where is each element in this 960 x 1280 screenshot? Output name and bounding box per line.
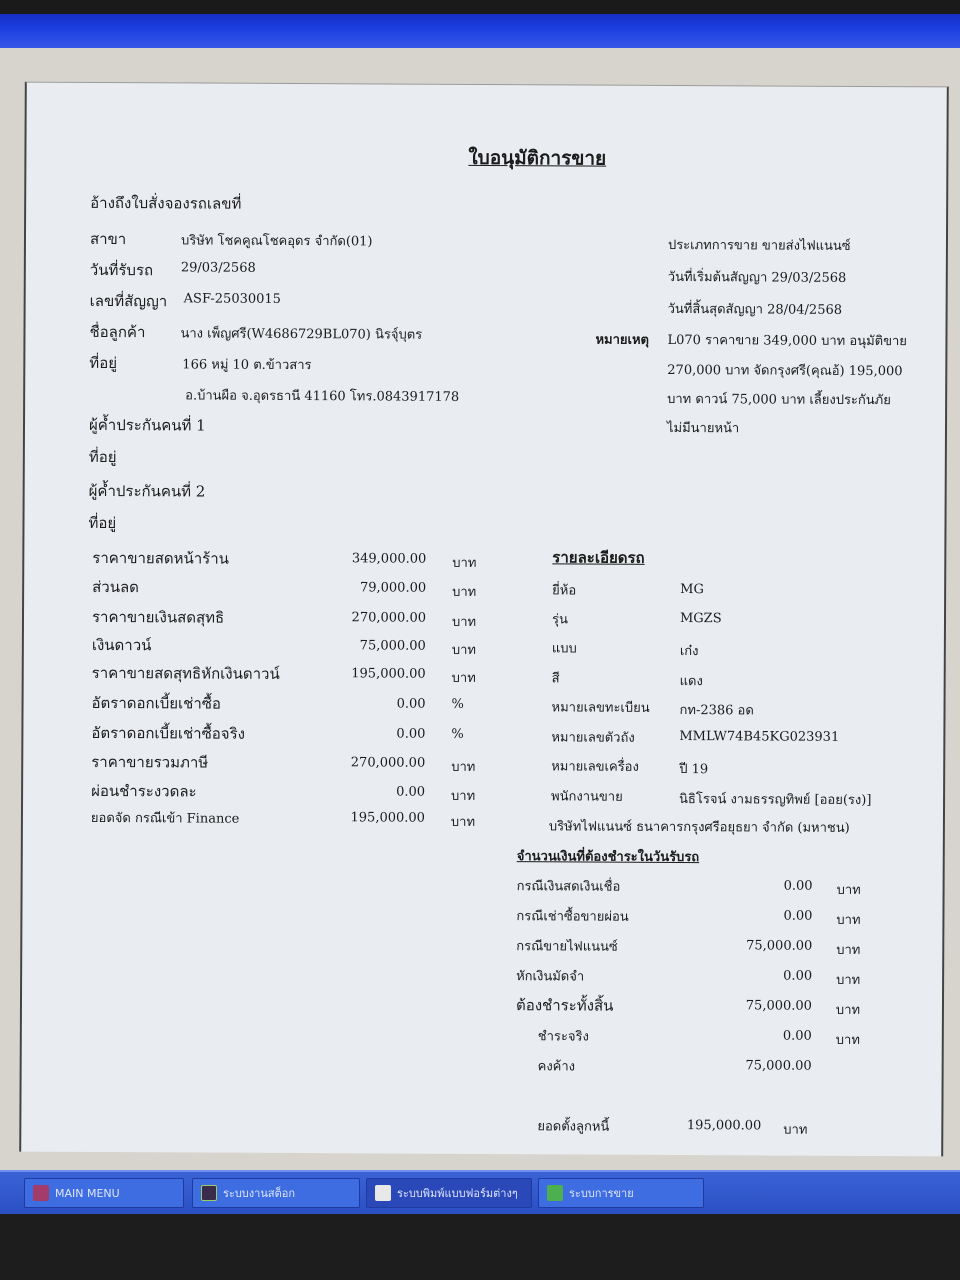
price-row-amount: 0.00: [396, 784, 426, 800]
price-row-label: ราคาขายเงินสดสุทธิ: [91, 607, 225, 627]
note-line-4: ไม่มีนายหน้า: [666, 420, 740, 437]
payment-row-label: หักเงินมัดจำ: [516, 969, 585, 985]
payment-row-amount: 0.00: [782, 1028, 812, 1044]
payment-row-amount: 0.00: [783, 908, 813, 924]
car-detail-label: หมายเลขตัวถัง: [551, 730, 635, 746]
payment-row-label: กรณีเช่าซื้อขายผ่อน: [516, 909, 629, 925]
sales-icon: [547, 1185, 563, 1201]
stock-icon: [201, 1185, 217, 1201]
price-row-unit: %: [451, 726, 464, 742]
car-detail-value: ปี 19: [679, 762, 709, 778]
taskbar-item-label: MAIN MENU: [55, 1186, 120, 1200]
taskbar-item-print-forms[interactable]: [366, 1178, 532, 1208]
car-detail-label: แบบ: [551, 641, 577, 657]
price-row-amount: 0.00: [396, 696, 426, 712]
price-row-amount: 270,000.00: [350, 755, 426, 771]
payment-row-amount: 0.00: [783, 968, 813, 984]
price-row-amount: 79,000.00: [359, 580, 427, 596]
car-detail-label: พนักงานขาย: [551, 789, 623, 805]
receive-date-value: 29/03/2568: [180, 260, 256, 276]
price-row-amount: 0.00: [396, 726, 426, 742]
guarantor-2-address-label: ที่อยู่: [88, 513, 117, 533]
note-label: หมายเหตุ: [595, 332, 650, 348]
page-title: ใบอนุมัติการขาย: [468, 146, 607, 170]
customer-name-value: นาง เพ็ญศรี(W4686729BL070) นิรจุ์บุตร: [180, 326, 423, 343]
taskbar-item-label: ระบบงานสต็อก: [223, 1187, 295, 1200]
debtor-total-amount: 195,000.00: [686, 1118, 762, 1134]
taskbar-item-main-menu[interactable]: [24, 1178, 184, 1208]
taskbar-item-stock[interactable]: [192, 1178, 360, 1208]
price-row-label: อัตราดอกเบี้ยเช่าซื้อ: [91, 693, 222, 713]
price-row-unit: บาท: [451, 670, 476, 686]
price-row-label: เงินดาวน์: [91, 635, 152, 655]
payment-row-unit: บาท: [835, 1032, 860, 1048]
payment-row-unit: บาท: [836, 942, 861, 958]
taskbar-item-label: ระบบพิมพ์แบบฟอร์มต่างๆ: [397, 1187, 518, 1200]
app-icon: [33, 1185, 49, 1201]
car-details-heading: รายละเอียดรถ: [552, 548, 645, 567]
price-row-label: ราคาขายรวมภาษี: [91, 752, 209, 772]
note-line-1: L070 ราคาขาย 349,000 บาท อนุมัติขาย: [667, 332, 907, 350]
car-detail-label: สี: [551, 671, 560, 687]
price-row-unit: %: [451, 696, 464, 712]
branch-value: บริษัท โชคคูณโชคอุดร จำกัด(01): [180, 233, 373, 250]
price-row-amount: 270,000.00: [351, 610, 427, 626]
car-detail-label: รุ่น: [551, 612, 568, 628]
price-row-amount: 75,000.00: [359, 638, 426, 654]
payment-row-unit: บาท: [835, 1002, 861, 1018]
contract-end-date: วันที่สิ้นสุดสัญญา 28/04/2568: [667, 301, 843, 318]
reference-label: อ้างถึงใบสั่งจองรถเลขที่: [90, 193, 242, 213]
contract-no-label: เลขที่สัญญา: [89, 291, 168, 311]
car-detail-value: เก๋ง: [679, 644, 699, 660]
car-detail-label: หมายเลขทะเบียน: [551, 700, 650, 716]
address-line-1: 166 หมู่ 10 ต.ข้าวสาร: [182, 357, 312, 374]
car-detail-label: หมายเลขเครื่อง: [551, 759, 639, 775]
payment-row-label: ต้องชำระทั้งสิ้น: [515, 996, 614, 1015]
payment-row-amount: 0.00: [783, 878, 813, 894]
price-row-unit: บาท: [451, 788, 476, 804]
price-row-unit: บาท: [451, 759, 476, 775]
note-line-3: บาท ดาวน์ 75,000 บาท เลี้ยงประกันภัย: [667, 391, 891, 409]
taskbar-item-label: ระบบการขาย: [569, 1187, 634, 1200]
payment-row-amount: 75,000.00: [746, 938, 813, 954]
print-form-icon: [375, 1185, 391, 1201]
price-row-label: ราคาขายสดสุทธิหักเงินดาวน์: [91, 663, 280, 683]
payment-row-unit: บาท: [836, 882, 861, 898]
car-detail-value: กท-2386 อด: [679, 703, 754, 719]
car-detail-value: แดง: [679, 674, 703, 690]
price-row-label: ส่วนลด: [92, 577, 139, 597]
window-title-bar: [0, 0, 960, 48]
sale-type: ประเภทการขาย ขายส่งไฟแนนซ์: [667, 237, 851, 254]
car-detail-value: MMLW74B45KG023931: [679, 729, 840, 745]
guarantor-1-address-label: ที่อยู่: [88, 447, 117, 467]
payment-row-amount: 75,000.00: [745, 1058, 812, 1074]
payment-row-unit: บาท: [836, 912, 861, 928]
contract-start-date: วันที่เริ่มต้นสัญญา 29/03/2568: [667, 269, 847, 286]
guarantor-2-label: ผู้ค้ำประกันคนที่ 2: [88, 481, 206, 501]
price-row-amount: 195,000.00: [351, 666, 426, 682]
contract-no-value: ASF-25030015: [183, 291, 282, 307]
price-row-amount: 349,000.00: [351, 551, 427, 567]
address-label: ที่อยู่: [89, 353, 118, 373]
car-detail-label: ยี่ห้อ: [552, 583, 577, 599]
price-row-label: อัตราดอกเบี้ยเช่าซื้อจริง: [91, 723, 246, 743]
price-row-unit: บาท: [452, 555, 477, 571]
payment-row-label: ชำระจริง: [537, 1029, 589, 1045]
note-line-2: 270,000 บาท จัดกรุงศรี(คุณอ้) 195,000: [667, 362, 903, 380]
price-row-unit: บาท: [451, 614, 477, 630]
receive-date-label: วันที่รับรถ: [89, 260, 154, 280]
price-row-unit: บาท: [452, 584, 477, 600]
car-detail-value: นิธิโรจน์ งามธรรญทิพย์ [ออย(รง)]: [679, 792, 872, 809]
price-row-unit: บาท: [450, 814, 476, 830]
monitor-bezel-bottom: [0, 1214, 960, 1280]
payment-row-unit: บาท: [836, 972, 861, 988]
payment-row-label: กรณีเงินสดเงินเชื่อ: [516, 879, 621, 895]
branch-label: สาขา: [89, 229, 127, 249]
taskbar-item-sales[interactable]: [538, 1178, 704, 1208]
payment-row-amount: 75,000.00: [745, 998, 813, 1014]
address-line-2: อ.บ้านผือ จ.อุดรธานี 41160 โทร.0843917178: [185, 388, 460, 405]
finance-company: บริษัทไฟแนนซ์ ธนาคารกรุงศรีอยุธยา จำกัด (มหาชน): [548, 819, 850, 836]
car-detail-value: MG: [680, 582, 704, 598]
customer-name-label: ชื่อลูกค้า: [89, 322, 146, 342]
sale-approval-document: [19, 82, 949, 1157]
price-row-amount: 195,000.00: [350, 810, 425, 826]
price-row-label: ยอดจัด กรณีเข้า Finance: [90, 810, 240, 827]
monitor-bezel-top: [0, 0, 960, 14]
debtor-total-unit: บาท: [783, 1122, 808, 1138]
car-detail-value: MGZS: [679, 611, 722, 627]
guarantor-1-label: ผู้ค้ำประกันคนที่ 1: [88, 415, 206, 435]
payment-heading: จำนวนเงินที่ต้องชำระในวันรับรถ: [516, 849, 700, 866]
price-row-label: ผ่อนชำระงวดละ: [91, 781, 197, 801]
price-row-unit: บาท: [451, 642, 476, 658]
debtor-total-label: ยอดตั้งลูกหนี้: [537, 1119, 610, 1135]
taskbar: [0, 1170, 960, 1214]
price-row-label: ราคาขายสดหน้าร้าน: [92, 548, 229, 568]
payment-row-label: กรณีขายไฟแนนซ์: [516, 939, 618, 955]
payment-row-label: คงค้าง: [537, 1059, 576, 1075]
